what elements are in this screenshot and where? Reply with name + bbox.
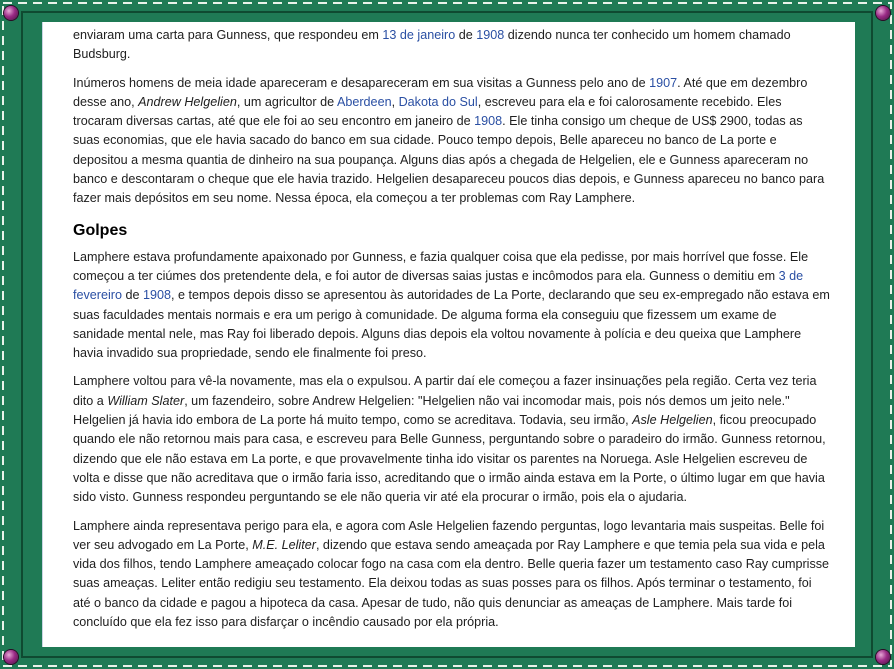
text: , e tempos depois disso se apresentou às autoridades de La Porte, declarando que seu ex-empregado não estava em suas faculdades mentais normais e era um perigo à comunidade. De alguma forma ela conseguiu que fizessem um exame de sanidade mental nele, mas Ray foi liberado depois. Alguns dias depois ela voltou novamente à polícia e deu queixa que Lamphere havia invadido sua propriedade, sendo ele finalmente foi preso.	[73, 288, 830, 361]
paragraph-3	[73, 248, 831, 364]
corner-ornament-bottom-right	[876, 650, 890, 664]
text: dizendo nunca ter conhecido um homem chamado Budsburg.	[73, 28, 791, 62]
link-dakota-do-sul[interactable]: Dakota do Sul	[398, 94, 478, 109]
corner-ornament-top-right	[876, 6, 890, 20]
paragraph-4	[73, 372, 831, 507]
link-1908[interactable]: 1908	[143, 288, 172, 303]
corner-ornament-top-left	[4, 6, 18, 20]
text: ,	[391, 94, 399, 109]
text: Lamphere voltou para vê-la novamente, mas ela o expulsou. A partir daí ele começou a fazer insinuações pela região. Certa vez teria dito a	[73, 374, 817, 408]
link-1908[interactable]: 1908	[476, 28, 505, 42]
link-3-de-fevereiro[interactable]: 3 de fevereiro	[73, 268, 804, 303]
article-page	[42, 22, 855, 647]
text: enviaram uma carta para Gunness, que respondeu em	[73, 28, 383, 42]
corner-ornament-bottom-left	[4, 650, 18, 664]
emphasis-asle-helgelien: Asle Helgelien	[632, 413, 713, 428]
link-1908[interactable]: 1908	[474, 114, 503, 129]
text: , um fazendeiro, sobre Andrew Helgelien: "Helgelien não vai incomodar mais, pois nós demos um jeito nele." Helgelien já havia ido embora de La porte há muito tempo, como se acreditava. Todavia, seu irmão,	[73, 393, 790, 428]
paragraph-2	[73, 74, 831, 209]
text: , um agricultor de	[236, 94, 337, 109]
text: , dizendo que estava sendo ameaçada por Ray Lamphere e que temia pela sua vida e pela vida dos filhos, tendo Lamphere ameaçado colocar fogo na casa com ela dentro. Belle queria fazer um testamento caso Ray cumprisse suas ameaças. Leliter então redigiu seu testamento. Ela deixou todas as suas posses para os filhos. Após terminar o testamento, foi até o banco da cidade e pagou a hipoteca da casa. Apesar de tudo, não quis denunciar as ameaças de Lamphere. Mais tarde foi concluído que ela fez isso para disfarçar o incêndio causado por ela própria.	[73, 537, 830, 630]
text: de	[455, 28, 477, 42]
text: Lamphere estava profundamente apaixonado por Gunness, e fazia qualquer coisa que ela pedisse, por mais horrível que fosse. Ele começou a ter ciúmes dos pretendente dela, e foi autor de diversas saias justas e incômodos para ela. Gunness o demitiu em	[73, 249, 809, 283]
text: , ficou preocupado quando ele não retornou mais para casa, e escreveu para Belle Gunness, perguntando sobre o paradeiro do irmão. Gunness retornou, dizendo que ele não estava em La porte, e que provavelmente tinha ido visitar os parentes na Noruega. Asle Helgelien escreveu de volta e disse que não acreditava que o irmão faria isso, acreditando que o irmão ainda estava em la Porte, o último lugar em que havia sido visto. Gunness respondeu perguntando se ele não queria vir até ela procurar o irmão, pois ela o ajudaria.	[73, 413, 826, 505]
link-13-de-janeiro[interactable]: 13 de janeiro	[382, 28, 456, 42]
text: Lamphere ainda representava perigo para ela, e agora com Asle Helgelien fazendo perguntas, logo levantaria mais suspeitas. Belle foi ver seu advogado em La Porte,	[73, 518, 825, 552]
paragraph-5	[73, 517, 831, 633]
section-heading-golpes: Golpes	[73, 221, 128, 239]
article-content	[73, 26, 831, 641]
text: . Até que em dezembro desse ano,	[73, 75, 808, 109]
link-aberdeen[interactable]: Aberdeen	[336, 94, 392, 109]
link-1907[interactable]: 1907	[649, 75, 678, 90]
text: de	[122, 288, 144, 303]
emphasis-me-leliter: M.E. Leliter	[252, 537, 316, 552]
text: Inúmeros homens de meia idade apareceram e desapareceram em sua visitas a Gunness pelo ano de	[73, 75, 650, 90]
emphasis-william-slater: William Slater	[107, 393, 185, 408]
text: . Ele tinha consigo um cheque de US$ 2900, todas as suas economias, que ele havia sacado do banco em sua cidade. Pouco tempo depois, Belle apareceu no banco de La porte e depositou a mesma quantia de dinheiro na sua poupança. Alguns dias após a chegada de Helgelien, ele e Gunness apareceram no banco e descontaram o cheque que ele havia trazido. Helgelien desapareceu poucos dias depois, e Gunness apareceu no banco para fazer mais depósitos em seu nome. Nessa época, ela começou a ter problemas com Ray Lamphere.	[73, 114, 825, 206]
text: , escreveu para ela e foi calorosamente recebido. Eles trocaram diversas cartas, até que ele foi ao seu encontro em janeiro de	[73, 94, 782, 129]
emphasis-andrew-helgelien: Andrew Helgelien	[138, 94, 237, 109]
paragraph-1	[73, 26, 831, 65]
